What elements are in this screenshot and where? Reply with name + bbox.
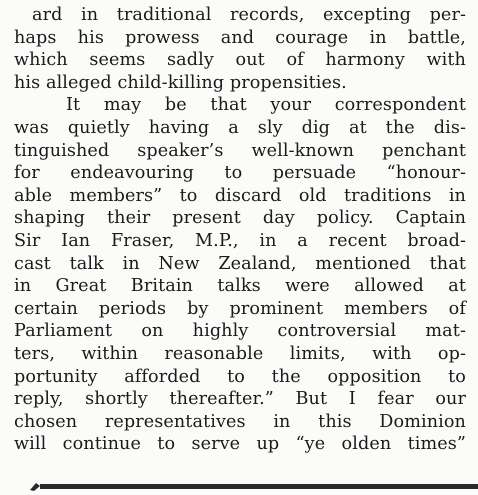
article-line: for endeavouring to persuade “honour- <box>14 163 466 184</box>
article-line: his alleged child-killing propensities. <box>14 72 347 93</box>
article-line: haps his prowess and courage in battle, <box>14 27 466 48</box>
column-bottom-rule <box>40 484 478 489</box>
article-line: was quietly having a sly dig at the dis- <box>14 117 466 138</box>
article-line: certain periods by prominent members of <box>14 298 466 319</box>
article-line: Parliament on highly controversial mat- <box>14 321 466 342</box>
article-line: able members” to discard old traditions in <box>14 185 466 206</box>
article-line: will continue to serve up “ye olden times” <box>14 434 466 455</box>
article-line: cast talk in New Zealand, mentioned that <box>14 253 466 274</box>
article-line: reply, shortly thereafter.” But I fear our <box>14 389 466 410</box>
article-paragraph-start: It may be that your correspondent <box>66 95 466 116</box>
article-line: portunity afforded to the opposition to <box>14 366 466 387</box>
article-line: shaping their present day policy. Captain <box>14 208 466 229</box>
article-line: tinguished speaker’s well-known penchant <box>14 140 466 161</box>
article-line: Sir Ian Fraser, M.P., in a recent broad- <box>14 230 466 251</box>
article-line: ard in traditional records, excepting per- <box>32 5 466 25</box>
article-line: ters, within reasonable limits, with op- <box>14 343 466 364</box>
article-line: which seems sadly out of harmony with <box>14 50 466 71</box>
article-line: chosen representatives in this Dominion <box>14 411 466 432</box>
article-line: in Great Britain talks were allowed at <box>14 276 466 297</box>
article-column <box>14 4 466 456</box>
